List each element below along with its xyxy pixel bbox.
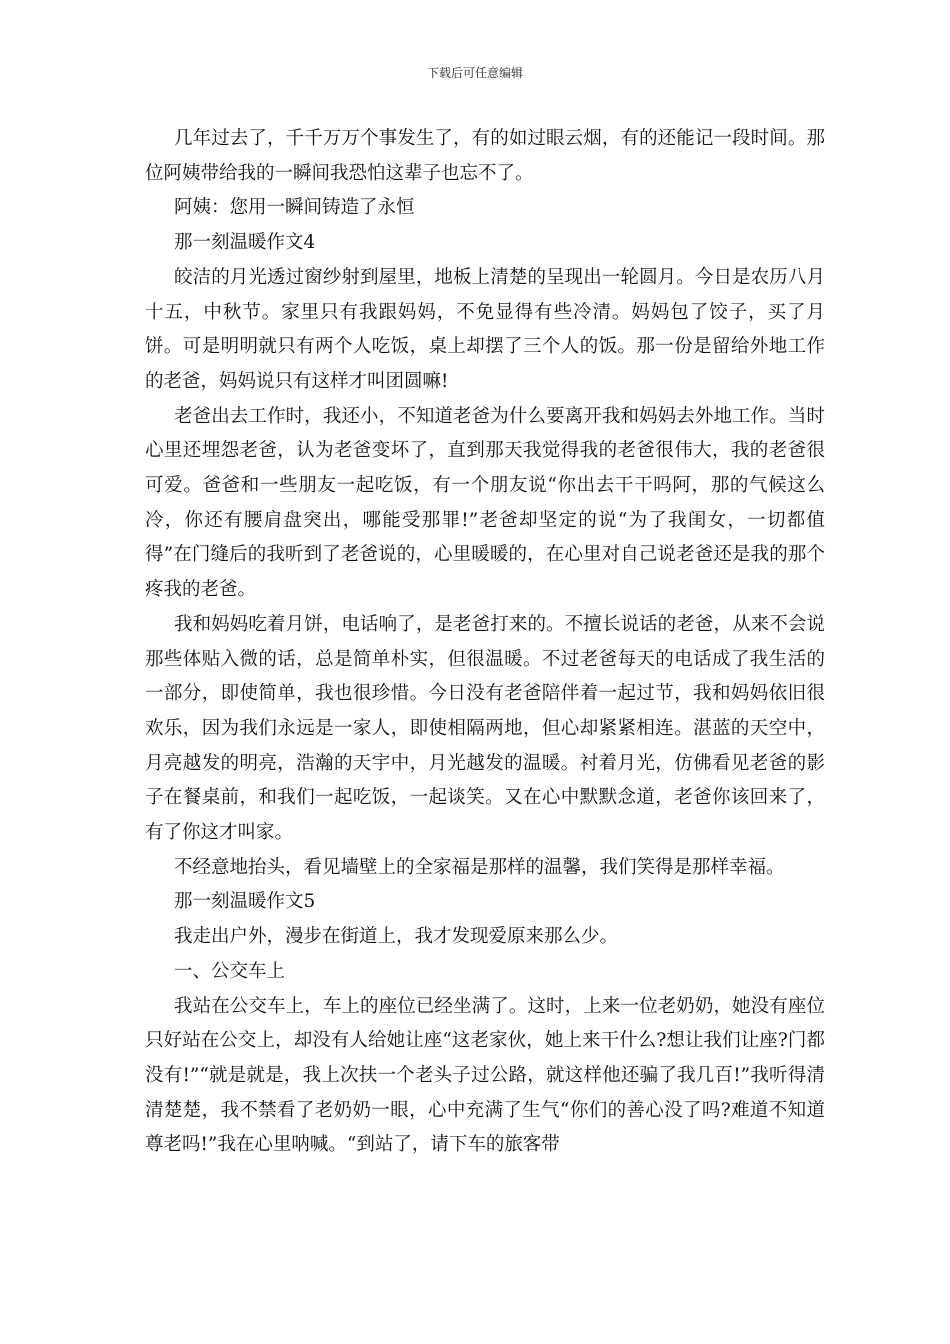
paragraph: 我和妈妈吃着月饼，电话响了，是老爸打来的。不擅长说话的老爸，从来不会说那些体贴入微的话，总是简单朴实，但很温暖。不过老爸每天的电话成了我生活的一部分，即使简单，我也很珍惜。今日没有老爸陪伴着一起过节，我和妈妈依旧很欢乐，因为我们永远是一家人，即使相隔两地，但心却紧紧相连。湛蓝的天空中，月亮越发的明亮，浩瀚的天宇中，月光越发的温暖。衬着月光，仿佛看见老爸的影子在餐桌前，和我们一起吃饭，一起谈笑。又在心中默默念道，老爸你该回来了，有了你这才叫家。 bbox=[145, 613, 825, 844]
paragraph: 我走出户外，漫步在街道上，我才发现爱原来那么少。 bbox=[174, 926, 619, 948]
section-heading: 那一刻温暖作文4 bbox=[174, 232, 316, 254]
paragraph: 阿姨：您用一瞬间铸造了永恒 bbox=[174, 197, 415, 219]
paragraph: 我站在公交车上，车上的座位已经坐满了。这时，上来一位老奶奶，她没有座位只好站在公交上，却没有人给她让座“这老家伙，她上来干什么?想让我们让座?门都没有!”“就是就是，我上次扶一个老头子过公路，就这样他还骗了我几百!”我听得清清楚楚，我不禁看了老奶奶一眼，心中充满了生气“你们的善心没了吗?难道不知道尊老吗!”我在心里呐喊。“到站了，请下车的旅客带 bbox=[145, 995, 825, 1156]
sub-heading: 一、公交车上 bbox=[174, 960, 286, 982]
document-body bbox=[145, 122, 825, 1163]
paragraph: 几年过去了，千千万万个事发生了，有的如过眼云烟，有的还能记一段时间。那位阿姨带给我的一瞬间我恐怕这辈子也忘不了。 bbox=[145, 128, 825, 184]
paragraph: 皎洁的月光透过窗纱射到屋里，地板上清楚的呈现出一轮圆月。今日是农历八月十五，中秋节。家里只有我跟妈妈，不免显得有些冷清。妈妈包了饺子，买了月饼。可是明明就只有两个人吃饭，桌上却摆了三个人的饭。那一份是留给外地工作的老爸，妈妈说只有这样才叫团圆嘛! bbox=[145, 266, 825, 392]
paragraph: 不经意地抬头，看见墙壁上的全家福是那样的温馨，我们笑得是那样幸福。 bbox=[174, 856, 785, 878]
section-heading: 那一刻温暖作文5 bbox=[174, 891, 316, 913]
page-header: 下载后可任意编辑 bbox=[426, 66, 523, 80]
paragraph: 老爸出去工作时，我还小，不知道老爸为什么要离开我和妈妈去外地工作。当时心里还埋怨老爸，认为老爸变坏了，直到那天我觉得我的老爸很伟大，我的老爸很可爱。爸爸和一些朋友一起吃饭，有一个朋友说“你出去干干吗阿，那的气候这么冷，你还有腰肩盘突出，哪能受那罪!”老爸却坚定的说“为了我闺女，一切都值得”在门缝后的我听到了老爸说的，心里暖暖的，在心里对自己说老爸还是我的那个疼我的老爸。 bbox=[145, 405, 825, 601]
